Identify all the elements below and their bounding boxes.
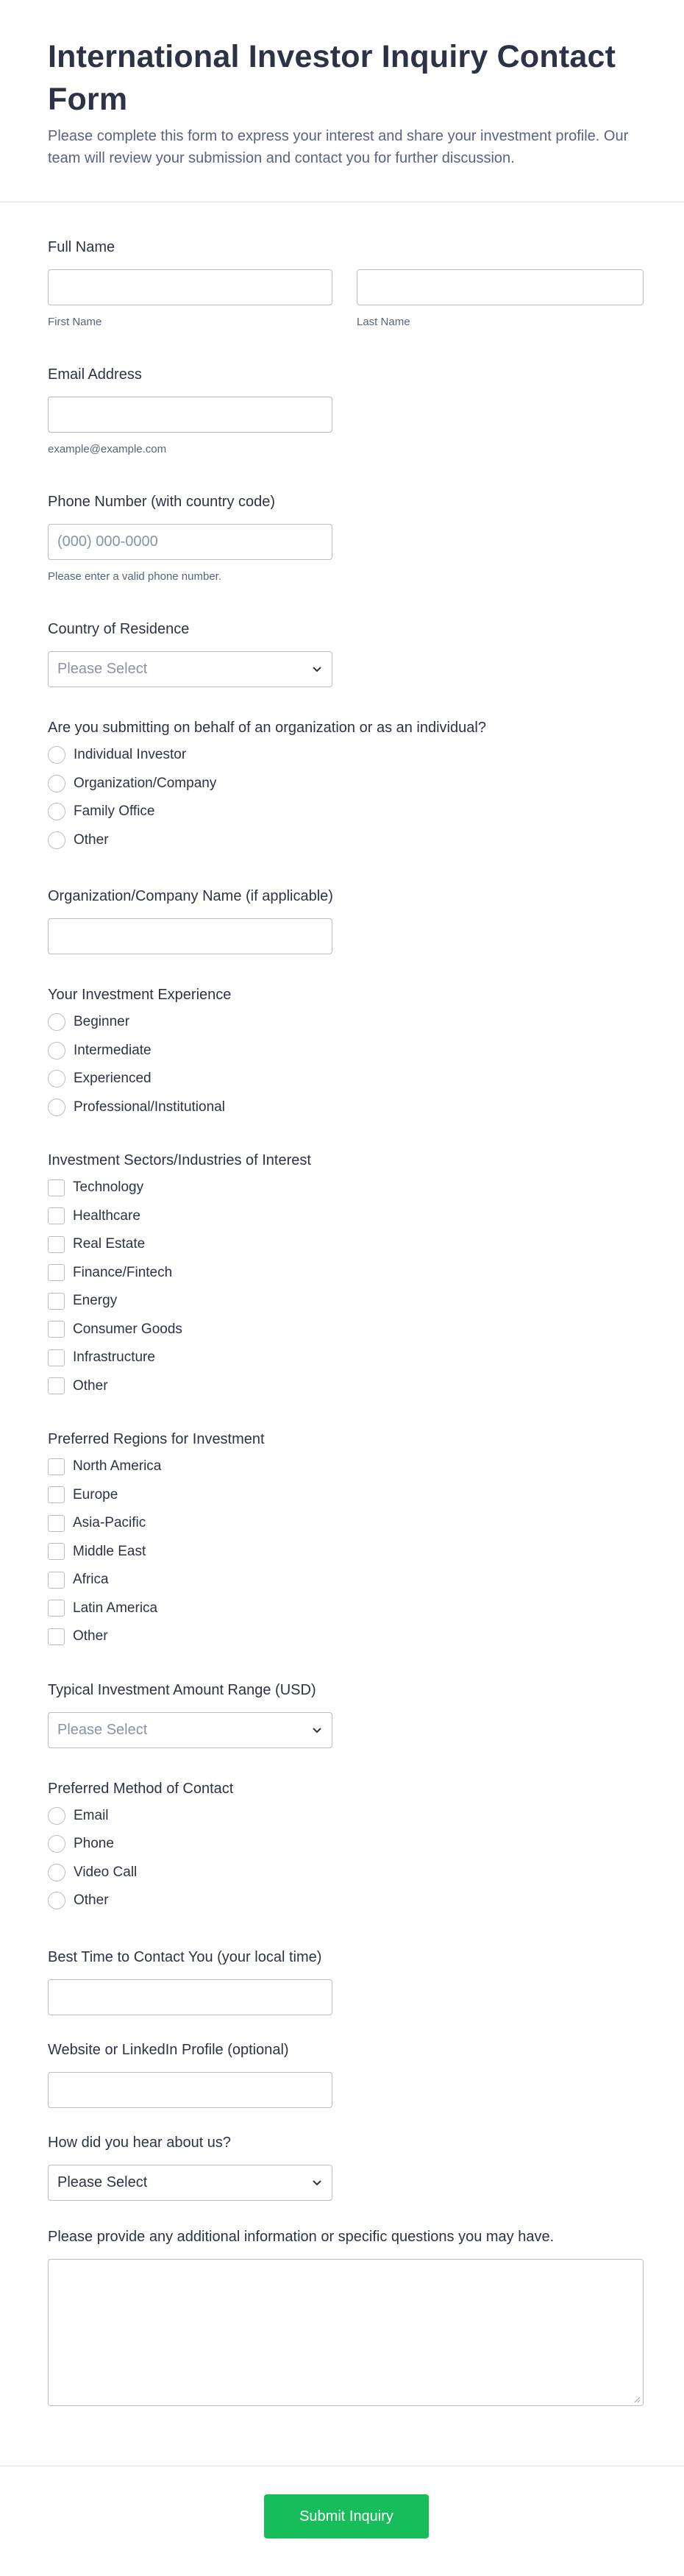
- full-name-question: [48, 239, 636, 328]
- regions-options: [48, 1452, 636, 1651]
- radio-option-label: Other: [74, 1892, 109, 1909]
- submit-button[interactable]: Submit Inquiry: [264, 2494, 429, 2538]
- last-name-sublabel: Last Name: [357, 316, 410, 328]
- checkbox-option[interactable]: [48, 1452, 636, 1481]
- radio-option[interactable]: [48, 826, 636, 855]
- contact-method-question: [48, 1781, 636, 1915]
- radio-button[interactable]: [48, 746, 65, 764]
- checkbox[interactable]: [48, 1486, 65, 1503]
- phone-question: [48, 494, 636, 583]
- checkbox-option[interactable]: [48, 1509, 636, 1538]
- checkbox-option-label: Middle East: [73, 1543, 146, 1559]
- phone-label: Phone Number (with country code): [48, 494, 276, 510]
- radio-option[interactable]: [48, 1859, 636, 1887]
- referral-question: [48, 2135, 636, 2201]
- checkbox-option[interactable]: [48, 1481, 636, 1510]
- last-name-input[interactable]: [357, 269, 644, 305]
- checkbox-option-label: Asia-Pacific: [73, 1515, 146, 1531]
- organization-question: [48, 888, 636, 954]
- radio-option[interactable]: [48, 1802, 636, 1831]
- checkbox-option[interactable]: [48, 1316, 636, 1344]
- checkbox-option-label: Other: [73, 1628, 108, 1644]
- checkbox-option[interactable]: [48, 1287, 636, 1316]
- radio-option-label: Email: [74, 1807, 109, 1823]
- phone-sublabel: Please enter a valid phone number.: [48, 570, 221, 583]
- regions-question: [48, 1431, 636, 1651]
- checkbox[interactable]: [48, 1572, 65, 1589]
- referral-label: How did you hear about us?: [48, 2134, 232, 2151]
- website-question: [48, 2042, 636, 2108]
- radio-button[interactable]: [48, 1013, 65, 1031]
- checkbox-option-label: Energy: [73, 1293, 118, 1309]
- contact-method-label: Preferred Method of Contact: [48, 1780, 234, 1797]
- radio-option-label: Professional/Institutional: [74, 1099, 225, 1115]
- website-field[interactable]: [48, 2072, 332, 2108]
- radio-button[interactable]: [48, 1892, 65, 1909]
- checkbox-option[interactable]: [48, 1230, 636, 1259]
- checkbox-option-label: Consumer Goods: [73, 1321, 182, 1337]
- entity-type-question: [48, 720, 636, 854]
- chevron-down-icon: [311, 1724, 323, 1736]
- email-question: [48, 366, 636, 455]
- referral-selected-value: Please Select: [57, 2174, 148, 2190]
- chevron-down-icon: [311, 663, 323, 675]
- checkbox[interactable]: [48, 1349, 65, 1366]
- radio-option-label: Phone: [74, 1836, 114, 1852]
- radio-button[interactable]: [48, 1864, 65, 1881]
- checkbox[interactable]: [48, 1377, 65, 1394]
- radio-option[interactable]: [48, 1037, 636, 1065]
- additional-label: Please provide any additional information or specific questions you may have.: [48, 2228, 555, 2245]
- amount-selected-value: Please Select: [57, 1721, 148, 1738]
- checkbox-option[interactable]: [48, 1344, 636, 1372]
- checkbox-option[interactable]: [48, 1259, 636, 1288]
- checkbox-option-label: Real Estate: [73, 1236, 146, 1252]
- first-name-input[interactable]: [48, 269, 332, 305]
- radio-option-label: Organization/Company: [74, 775, 217, 791]
- radio-button[interactable]: [48, 775, 65, 792]
- referral-select[interactable]: [48, 2165, 332, 2201]
- checkbox[interactable]: [48, 1207, 65, 1224]
- checkbox[interactable]: [48, 1458, 65, 1475]
- checkbox-option[interactable]: [48, 1622, 636, 1651]
- radio-option[interactable]: [48, 1093, 636, 1122]
- checkbox-option-label: Europe: [73, 1486, 118, 1502]
- country-selected-value: Please Select: [57, 661, 148, 677]
- best-time-question: [48, 1949, 636, 2015]
- entity-type-options: [48, 741, 636, 854]
- checkbox-option[interactable]: [48, 1538, 636, 1566]
- page-title: International Investor Inquiry Contact Form: [48, 39, 616, 117]
- experience-label: Your Investment Experience: [48, 987, 232, 1003]
- checkbox[interactable]: [48, 1293, 65, 1310]
- radio-button[interactable]: [48, 1099, 65, 1116]
- radio-button[interactable]: [48, 1070, 65, 1087]
- checkbox-option-label: Finance/Fintech: [73, 1264, 173, 1280]
- organization-field[interactable]: [48, 918, 332, 954]
- email-sublabel: example@example.com: [48, 443, 167, 455]
- checkbox[interactable]: [48, 1264, 65, 1281]
- radio-option-label: Beginner: [74, 1014, 130, 1030]
- additional-question: [48, 2229, 636, 2406]
- checkbox-option-label: Other: [73, 1377, 108, 1394]
- sectors-options: [48, 1174, 636, 1400]
- radio-option[interactable]: [48, 1065, 636, 1093]
- checkbox-option[interactable]: [48, 1566, 636, 1594]
- radio-option[interactable]: [48, 1887, 636, 1915]
- checkbox-option[interactable]: [48, 1174, 636, 1202]
- country-select[interactable]: [48, 651, 332, 687]
- radio-option-label: Family Office: [74, 803, 155, 820]
- checkbox[interactable]: [48, 1628, 65, 1645]
- checkbox[interactable]: [48, 1600, 65, 1617]
- radio-button[interactable]: [48, 1042, 65, 1060]
- radio-option[interactable]: [48, 1008, 636, 1037]
- website-label: Website or LinkedIn Profile (optional): [48, 2041, 289, 2058]
- checkbox[interactable]: [48, 1515, 65, 1532]
- entity-type-label: Are you submitting on behalf of an organization or as an individual?: [48, 720, 486, 736]
- form-header: [0, 0, 684, 202]
- page-subtitle: Please complete this form to express your interest and share your investment profile. Our team will review your submission and contact you for further discussion.: [48, 128, 629, 166]
- full-name-label: Full Name: [48, 239, 115, 255]
- radio-option-label: Intermediate: [74, 1042, 152, 1058]
- checkbox-option-label: Healthcare: [73, 1207, 140, 1224]
- radio-option-label: Video Call: [74, 1864, 138, 1880]
- experience-question: [48, 987, 636, 1121]
- checkbox[interactable]: [48, 1179, 65, 1196]
- email-label: Email Address: [48, 366, 142, 383]
- additional-textarea[interactable]: [48, 2259, 644, 2406]
- amount-label: Typical Investment Amount Range (USD): [48, 1681, 316, 1698]
- contact-method-options: [48, 1802, 636, 1915]
- radio-option-label: Experienced: [74, 1071, 152, 1087]
- checkbox[interactable]: [48, 1543, 65, 1560]
- country-label: Country of Residence: [48, 621, 190, 637]
- form-body: [0, 239, 684, 2406]
- checkbox-option-label: Infrastructure: [73, 1349, 155, 1366]
- radio-button[interactable]: [48, 803, 65, 820]
- checkbox-option-label: Latin America: [73, 1600, 158, 1616]
- best-time-label: Best Time to Contact You (your local time): [48, 1948, 322, 1965]
- checkbox-option-label: Technology: [73, 1179, 144, 1196]
- radio-button[interactable]: [48, 831, 65, 849]
- chevron-down-icon: [311, 2176, 323, 2188]
- checkbox-option[interactable]: [48, 1594, 636, 1623]
- checkbox-option[interactable]: [48, 1202, 636, 1231]
- sectors-label: Investment Sectors/Industries of Interest: [48, 1152, 311, 1168]
- phone-field[interactable]: (000) 000-0000: [48, 524, 332, 560]
- email-field[interactable]: [48, 397, 332, 433]
- radio-option[interactable]: [48, 741, 636, 770]
- checkbox[interactable]: [48, 1321, 65, 1338]
- sectors-question: [48, 1152, 636, 1400]
- radio-button[interactable]: [48, 1807, 65, 1825]
- checkbox-option-label: North America: [73, 1458, 162, 1475]
- radio-option-label: Other: [74, 831, 109, 848]
- best-time-field[interactable]: [48, 1979, 332, 2015]
- form-footer: [0, 2466, 684, 2576]
- amount-select[interactable]: [48, 1712, 332, 1748]
- regions-label: Preferred Regions for Investment: [48, 1431, 265, 1447]
- country-question: [48, 621, 636, 687]
- checkbox[interactable]: [48, 1236, 65, 1253]
- radio-option[interactable]: [48, 798, 636, 826]
- amount-question: [48, 1682, 636, 1748]
- checkbox-option-label: Africa: [73, 1572, 109, 1588]
- radio-option[interactable]: [48, 770, 636, 798]
- resize-handle-icon[interactable]: [633, 2396, 641, 2403]
- radio-option-label: Individual Investor: [74, 747, 187, 763]
- experience-options: [48, 1008, 636, 1121]
- radio-button[interactable]: [48, 1835, 65, 1853]
- organization-label: Organization/Company Name (if applicable): [48, 888, 333, 904]
- first-name-sublabel: First Name: [48, 316, 102, 328]
- checkbox-option[interactable]: [48, 1372, 636, 1401]
- radio-option[interactable]: [48, 1830, 636, 1859]
